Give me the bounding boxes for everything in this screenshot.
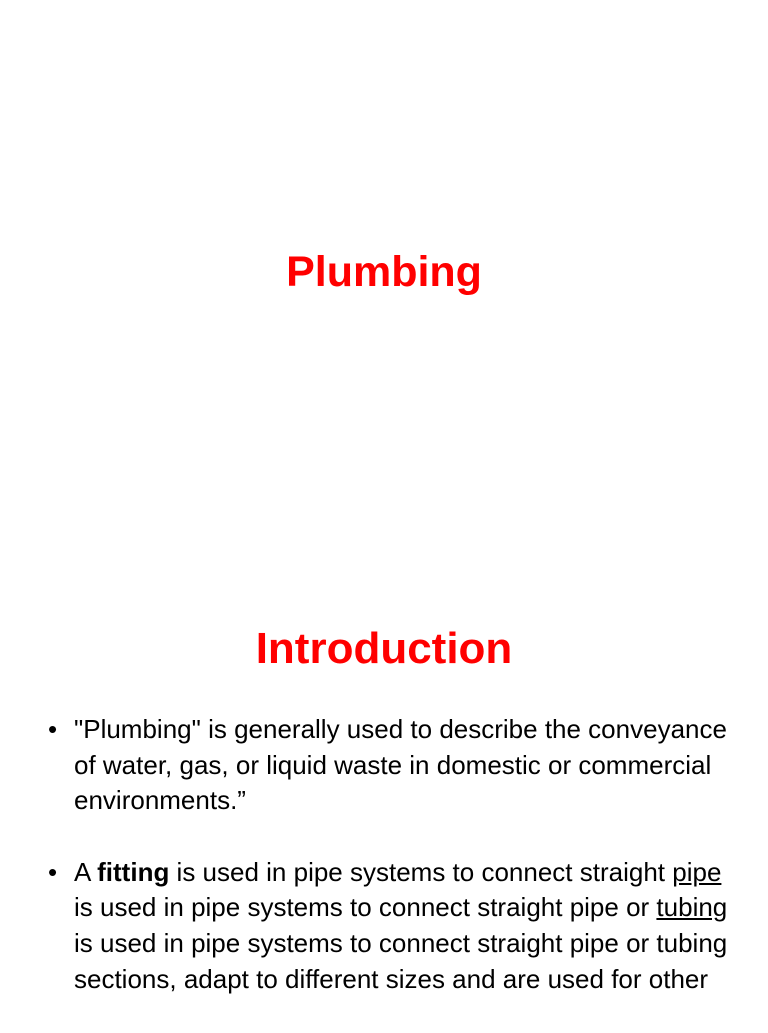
bullet-text: "Plumbing" is generally used to describe the conveyance of water, gas, or liquid waste in domestic or commercial environments.” xyxy=(74,714,727,816)
bullet-text-c: is used in pipe systems to connect straight pipe or xyxy=(74,892,657,923)
term-fitting: fitting xyxy=(97,856,170,887)
bullet-item xyxy=(48,712,738,819)
bullet-text-a: A xyxy=(74,856,98,887)
bullet-text-b: is used in pipe systems to connect straight xyxy=(169,856,673,887)
bullet-dot-icon: • xyxy=(48,856,58,887)
link-tubing[interactable]: tubing xyxy=(656,892,728,923)
slide-title-introduction: Introduction xyxy=(255,624,513,673)
link-pipe[interactable]: pipe xyxy=(672,856,722,887)
bullet-dot-icon: • xyxy=(48,714,58,744)
bullet-item xyxy=(48,855,738,997)
slide-title-plumbing: Plumbing xyxy=(286,248,482,296)
bullet-text-d: is used in pipe systems to connect straight pipe or tubing sections, adapt to different sizes and are used for other xyxy=(74,927,728,994)
bullet-list xyxy=(48,712,738,1033)
